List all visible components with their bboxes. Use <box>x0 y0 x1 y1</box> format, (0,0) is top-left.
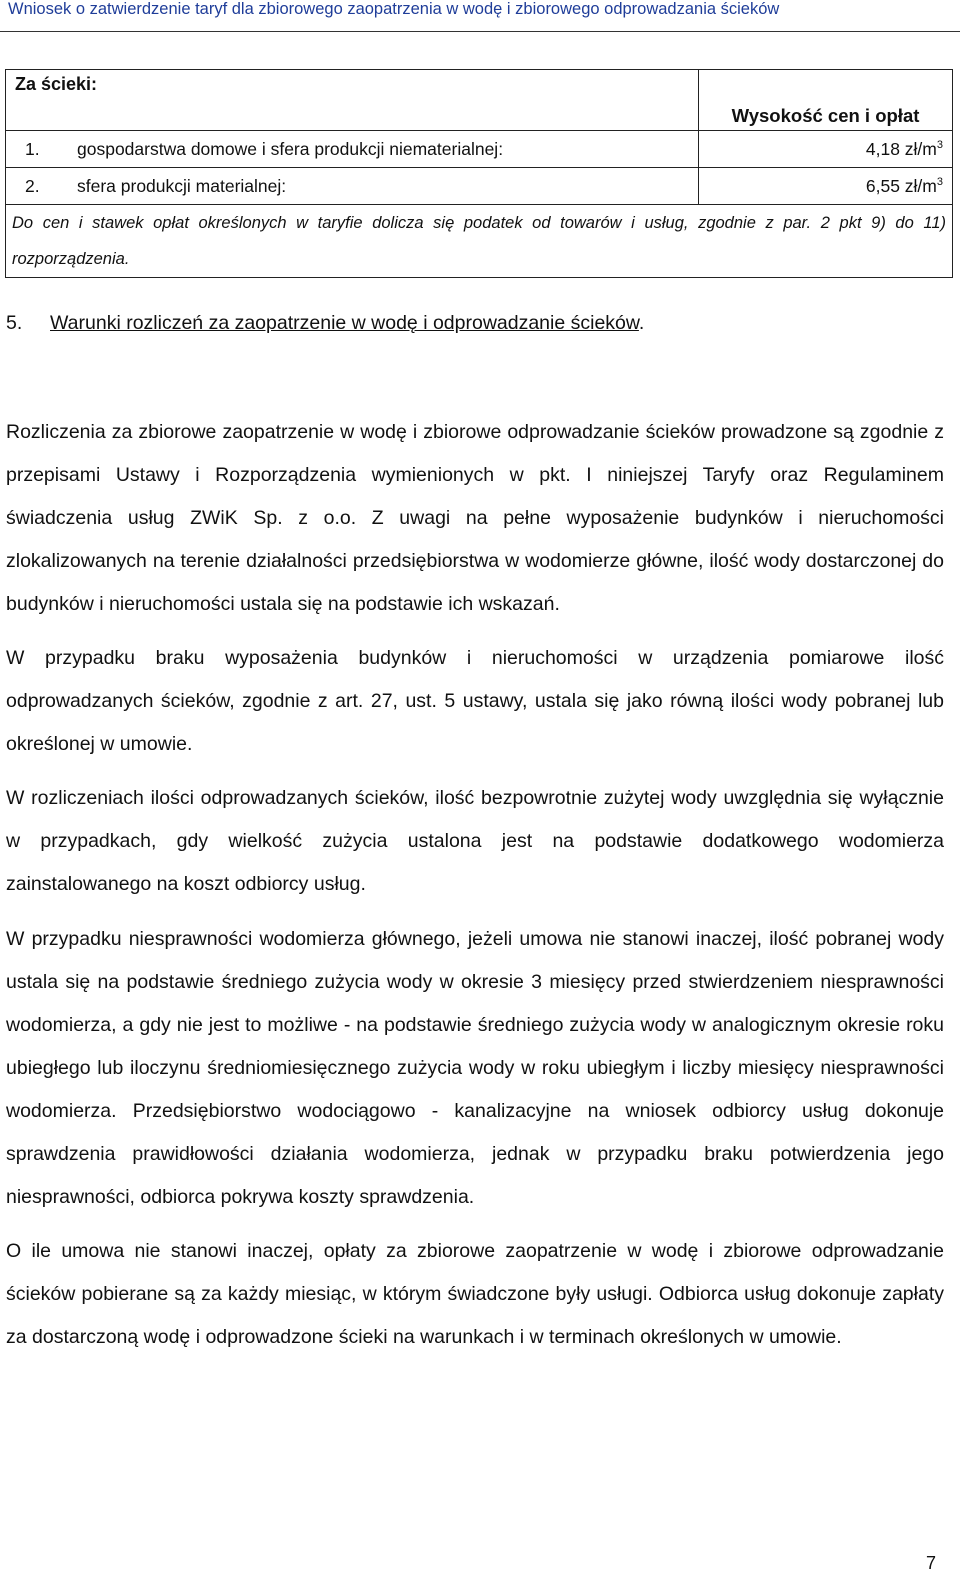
row-number: 2. <box>25 175 40 196</box>
row-number: 1. <box>25 138 40 159</box>
paragraph-block <box>6 637 944 766</box>
section-number: 5. <box>6 312 23 334</box>
row-label-cell <box>6 168 699 205</box>
paragraph-block <box>6 777 944 906</box>
tariff-table <box>5 69 953 278</box>
paragraph: O ile umowa nie stanowi inaczej, opłaty za zbiorowe zaopatrzenie w wodę i zbiorowe odprowadzanie ścieków pobierane są za każdy miesiąc, w którym świadczone były usługi. Odbiorca usług dokonuje zapłaty za dostarczoną wodę i odprowadzone ścieki na warunkach i w terminach określonych w umowie. <box>6 1240 944 1348</box>
unit-exponent: 3 <box>936 175 943 188</box>
unit-exponent: 3 <box>936 138 943 151</box>
table-row <box>6 131 953 168</box>
row-price: 4,18 zł/m <box>865 138 937 159</box>
section-label: Za ścieki: <box>6 70 699 131</box>
row-label-cell <box>6 131 699 168</box>
paragraph: W przypadku niesprawności wodomierza głównego, jeżeli umowa nie stanowi inaczej, ilość pobranej wody ustala się na podstawie średniego zużycia wody w okresie 3 miesięcy przed stwierdzeniem niesprawności wodomierza, a gdy nie jest to możliwe - na podstawie średniego zużycia wody w analogicznym okresie roku ubiegłego lub iloczynu średniomiesięcznego zużycia wody w roku ubiegłym i liczby miesięcy niesprawności wodomierza. Przedsiębiorstwo wodociągowo - kanalizacyjne na wniosek odbiorcy usług dokonuje sprawdzenia prawidłowości działania wodomierza, jednak w przypadku braku potwierdzenia jego niesprawności, odbiorca pokrywa koszty sprawdzenia. <box>6 928 944 1208</box>
running-header: Wniosek o zatwierdzenie taryf dla zbiorowego zaopatrzenia w wodę i zbiorowego odprowadzania ścieków <box>8 0 780 18</box>
paragraph-block <box>6 918 944 1219</box>
header-divider <box>0 31 960 32</box>
paragraph-block <box>6 1230 944 1359</box>
section-title: Warunki rozliczeń za zaopatrzenie w wodę i odprowadzanie ścieków <box>50 312 639 334</box>
row-price-cell <box>699 168 953 205</box>
paragraph: W przypadku braku wyposażenia budynków i nieruchomości w urządzenia pomiarowe ilość odprowadzanych ścieków, zgodnie z art. 27, ust. 5 ustawy, ustala się jako równą ilości wody pobranej lub określonej w umowie. <box>6 647 944 755</box>
paragraph: Rozliczenia za zbiorowe zaopatrzenie w wodę i zbiorowe odprowadzanie ścieków prowadzone są zgodnie z przepisami Ustawy i Rozporządzenia wymienionych w pkt. I niniejszej Taryfy oraz Regulaminem świadczenia usług ZWiK Sp. z o.o. Z uwagi na pełne wyposażenie budynków i nieruchomości zlokalizowanych na terenie działalności przedsiębiorstwa w wodomierze główne, ilość wody dostarczonej do budynków i nieruchomości ustala się na podstawie ich wskazań. <box>6 421 944 615</box>
page-number: 7 <box>926 1553 937 1573</box>
paragraph-block <box>6 411 944 626</box>
row-label: sfera produkcji materialnej: <box>77 175 287 196</box>
vat-note: Do cen i stawek opłat określonych w taryfie dolicza się podatek od towarów i usług, zgodnie z par. 2 pkt 9) do 11) rozporządzenia. <box>6 205 953 278</box>
row-label: gospodarstwa domowe i sfera produkcji niematerialnej: <box>77 138 504 159</box>
section-title-end: . <box>638 312 645 334</box>
table-row <box>6 168 953 205</box>
table-note-row <box>6 205 953 278</box>
table-header-row <box>6 70 953 131</box>
section-heading <box>6 312 644 335</box>
paragraph: W rozliczeniach ilości odprowadzanych ścieków, ilość bezpowrotnie zużytej wody uwzględnia się wyłącznie w przypadkach, gdy wielkość zużycia ustalona jest na podstawie dodatkowego wodomierza zainstalowanego na koszt odbiorcy usług. <box>6 787 944 895</box>
row-price: 6,55 zł/m <box>865 175 937 196</box>
row-price-cell <box>699 131 953 168</box>
price-header: Wysokość cen i opłat <box>699 70 953 131</box>
